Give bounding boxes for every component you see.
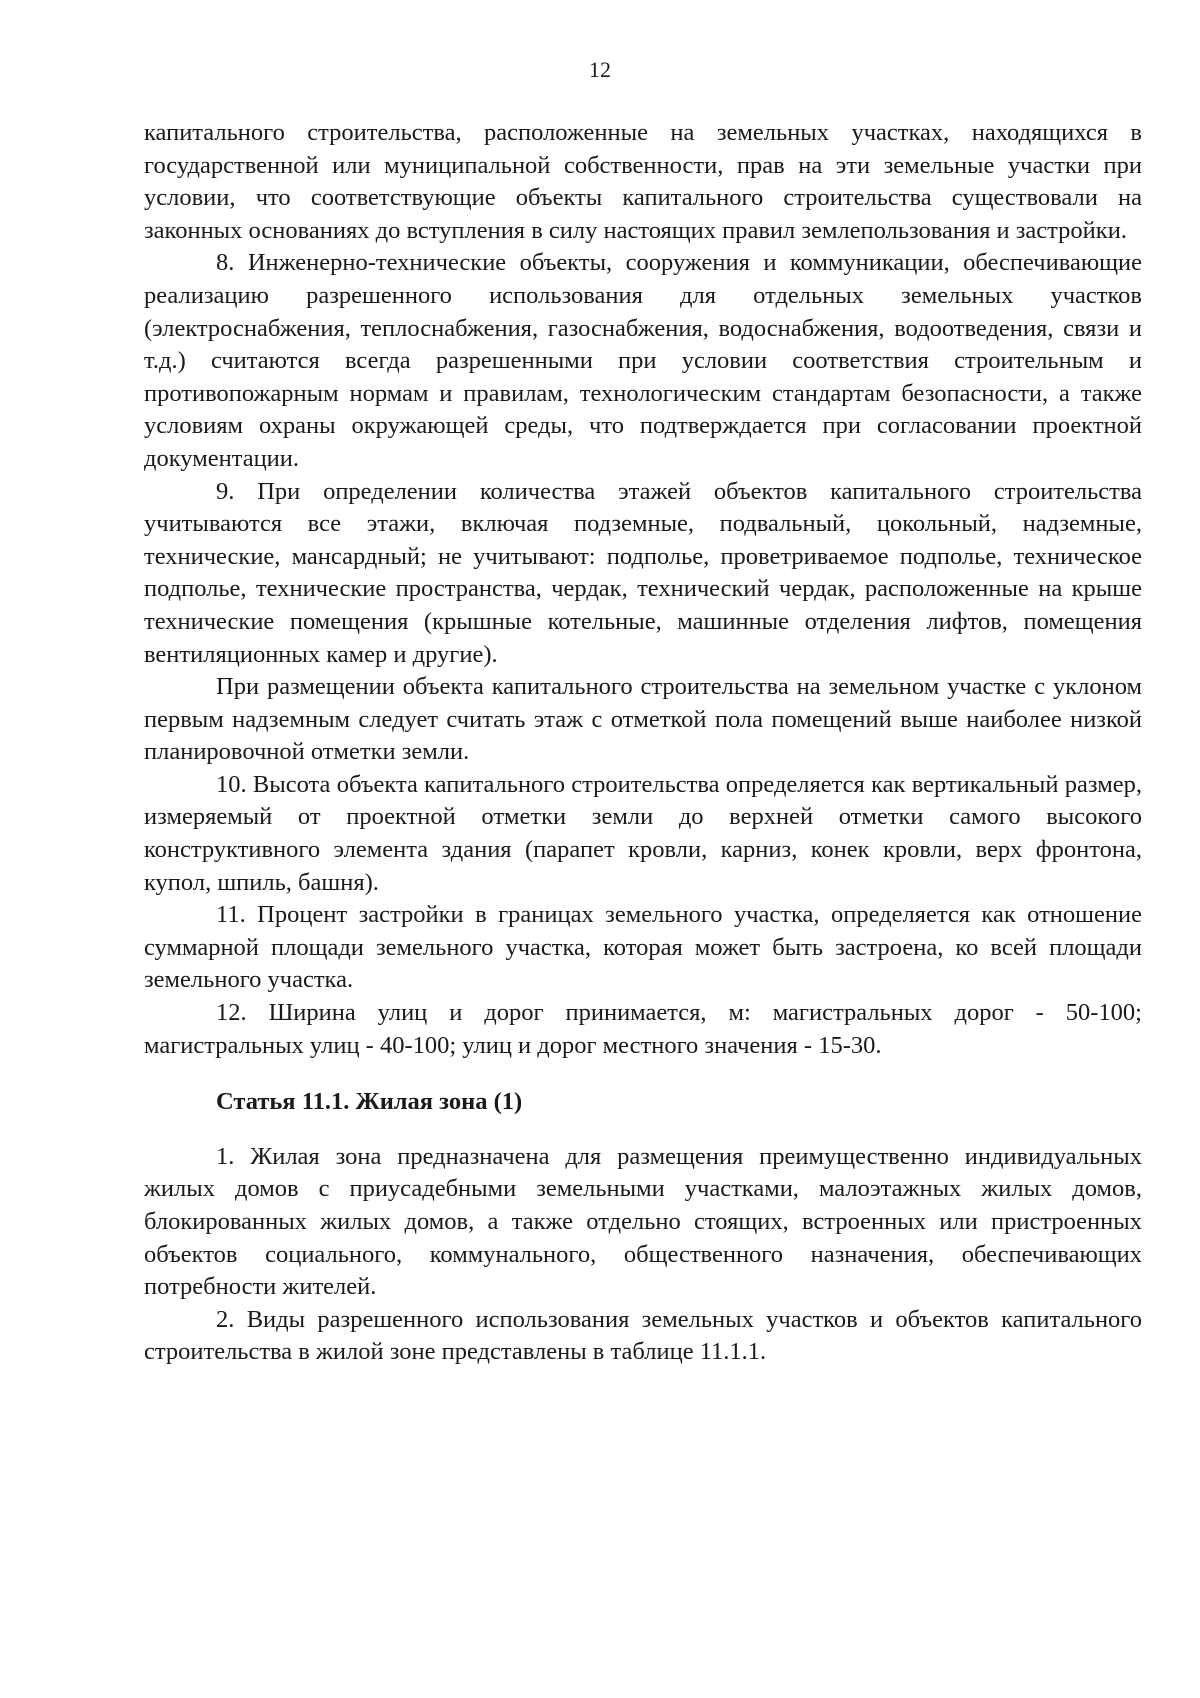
- paragraph: При размещении объекта капитального строительства на земельном участке с уклоном первым надземным следует считать этаж с отметкой пола помещений выше наиболее низкой планировочной отметки земли.: [144, 673, 1142, 766]
- section-heading: Статья 11.1. Жилая зона (1): [216, 1088, 523, 1116]
- paragraph-item-12: 12. Ширина улиц и дорог принимается, м: магистральных дорог - 50-100; магистральных улиц - 40-100; улиц и дорог местного значения - 15-30.: [144, 999, 1142, 1059]
- document-body: [144, 117, 1142, 1369]
- page-number: 12: [589, 57, 611, 82]
- paragraph: капитального строительства, расположенные на земельных участках, находящихся в государственной или муниципальной собственности, прав на эти земельные участки при условии, что соответствующие объекты капитального строительства существовали на законных основаниях до вступления в силу настоящих правил землепользования и застройки.: [144, 119, 1142, 244]
- paragraph-item-11: 11. Процент застройки в границах земельного участка, определяется как отношение суммарной площади земельного участка, которая может быть застроена, ко всей площади земельного участка.: [144, 901, 1142, 994]
- paragraph-item-2: 2. Виды разрешенного использования земельных участков и объектов капитального строительства в жилой зоне представлены в таблице 11.1.1.: [144, 1305, 1142, 1366]
- paragraph-item-10: 10. Высота объекта капитального строительства определяется как вертикальный размер, измеряемый от проектной отметки земли до верхней отметки самого высокого конструктивного элемента здания (парапет кровли, карниз, конек кровли, верх фронтона, купол, шпиль, башня).: [144, 770, 1142, 896]
- paragraph-item-9: 9. При определении количества этажей объектов капитального строительства учитываются все этажи, включая подземные, подвальный, цокольный, надземные, технические, мансардный; не учитывают: подполье, проветриваемое подполье, техническое подполье, технические пространства, чердак, технический чердак, расположенные на крыше технические помещения (крышные котельные, машинные отделения лифтов, помещения вентиляционных камер и другие).: [144, 477, 1142, 668]
- paragraph-item-1: 1. Жилая зона предназначена для размещения преимущественно индивидуальных жилых домов с приусадебными земельными участками, малоэтажных жилых домов, блокированных жилых домов, а также отдельно стоящих, встроенных или пристроенных объектов социального, коммунального, общественного назначения, обеспечивающих потребности жителей.: [144, 1142, 1142, 1301]
- paragraph-item-8: 8. Инженерно-технические объекты, сооружения и коммуникации, обеспечивающие реализацию разрешенного использования для отдельных земельных участков (электроснабжения, теплоснабжения, газоснабжения, водоснабжения, водоотведения, связи и т.д.) считаются всегда разрешенными при условии соответствия строительным и противопожарным нормам и правилам, технологическим стандартам безопасности, а также условиям охраны окружающей среды, что подтверждается при согласовании проектной документации.: [144, 249, 1142, 472]
